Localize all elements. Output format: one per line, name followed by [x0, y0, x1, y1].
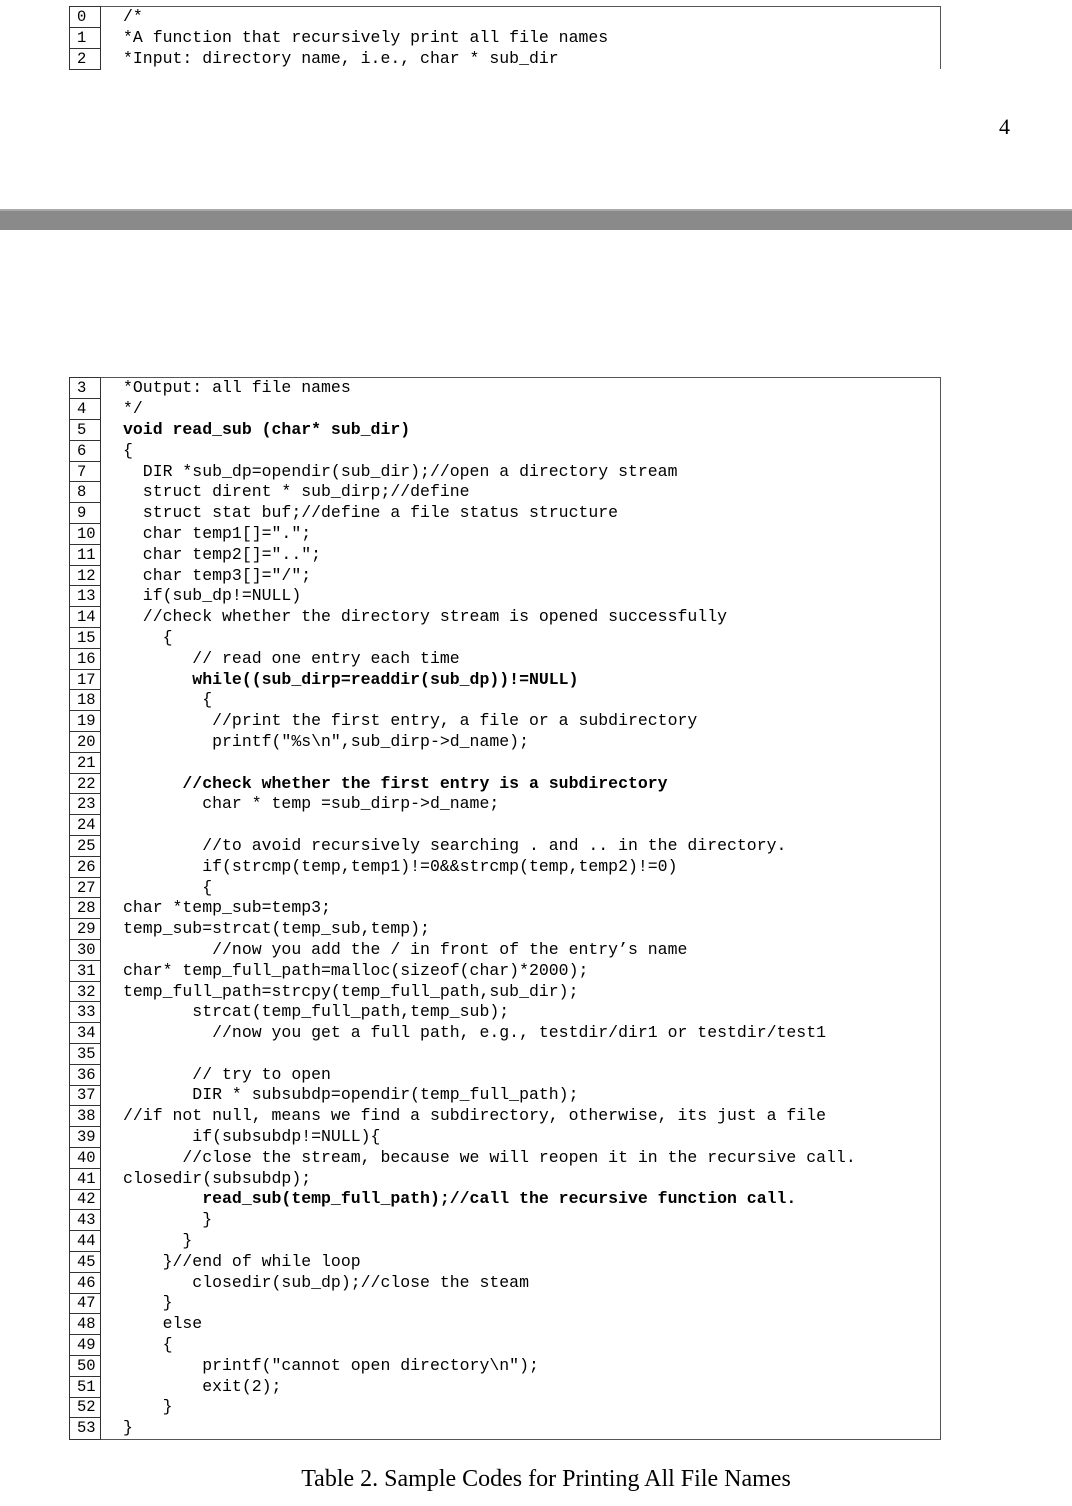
code-line [70, 586, 941, 607]
line-number: 51 [70, 1376, 101, 1397]
code-text: } [123, 1210, 213, 1230]
code-text: //if not null, means we find a subdirectory, otherwise, its just a file [123, 1106, 827, 1126]
code-text: //check whether the directory stream is opened successfully [123, 607, 727, 627]
code-text: //now you get a full path, e.g., testdir/dir1 or testdir/test1 [123, 1023, 827, 1043]
code-line [70, 1106, 941, 1127]
line-number: 41 [70, 1168, 101, 1189]
code-line [70, 1189, 941, 1210]
line-number: 14 [70, 607, 101, 628]
code-line [70, 461, 941, 482]
code-text: char* temp_full_path=malloc(sizeof(char)*2000); [123, 960, 589, 980]
code-line [70, 669, 941, 690]
code-line [70, 1314, 941, 1335]
line-number: 43 [70, 1210, 101, 1231]
code-text: if(strcmp(temp,temp1)!=0&&strcmp(temp,temp2)!=0) [123, 856, 678, 876]
code-text: { [123, 877, 213, 897]
code-line [70, 836, 941, 857]
line-number: 28 [70, 898, 101, 919]
code-text: DIR *sub_dp=opendir(sub_dir);//open a directory stream [123, 461, 678, 481]
code-line [70, 544, 941, 565]
code-line [70, 1251, 941, 1272]
code-text: //to avoid recursively searching . and .. in the directory. [123, 835, 787, 855]
code-line [70, 28, 941, 49]
code-text: char temp1[]="."; [123, 523, 312, 543]
code-line [70, 1418, 941, 1439]
code-listing-top [69, 6, 941, 70]
line-number: 46 [70, 1272, 101, 1293]
code-text: { [123, 1335, 173, 1355]
line-number: 1 [70, 28, 101, 49]
line-number: 22 [70, 773, 101, 794]
line-number: 17 [70, 669, 101, 690]
line-number: 24 [70, 815, 101, 836]
code-text: else [123, 1314, 203, 1334]
code-text: strcat(temp_full_path,temp_sub); [123, 1002, 510, 1022]
line-number: 4 [70, 399, 101, 420]
code-line [70, 877, 941, 898]
page-number: 4 [999, 114, 1010, 139]
line-number: 47 [70, 1293, 101, 1314]
line-number: 45 [70, 1251, 101, 1272]
code-text: char temp2[]=".."; [123, 544, 322, 564]
code-line [70, 648, 941, 669]
code-line [70, 1355, 941, 1376]
code-text: DIR * subsubdp=opendir(temp_full_path); [123, 1085, 579, 1105]
line-number: 3 [70, 378, 101, 399]
code-line [70, 1272, 941, 1293]
line-number: 16 [70, 648, 101, 669]
code-text: temp_sub=strcat(temp_sub,temp); [123, 919, 430, 939]
code-line [70, 981, 941, 1002]
line-number: 10 [70, 524, 101, 545]
code-line [70, 794, 941, 815]
code-text [101, 1044, 941, 1065]
line-number: 49 [70, 1335, 101, 1356]
code-line [70, 1376, 941, 1397]
line-number: 53 [70, 1418, 101, 1439]
code-line [70, 524, 941, 545]
line-number: 12 [70, 565, 101, 586]
code-text: /* [123, 7, 143, 27]
code-line [70, 607, 941, 628]
code-text: } [123, 1397, 173, 1417]
code-text: //print the first entry, a file or a subdirectory [123, 711, 698, 731]
code-text: // read one entry each time [123, 648, 460, 668]
line-number: 36 [70, 1064, 101, 1085]
code-line [70, 1023, 941, 1044]
code-line [70, 420, 941, 441]
code-text: closedir(subsubdp); [123, 1168, 312, 1188]
line-number: 48 [70, 1314, 101, 1335]
code-line [70, 1210, 941, 1231]
line-number: 7 [70, 461, 101, 482]
code-line [70, 1335, 941, 1356]
line-number: 8 [70, 482, 101, 503]
code-line [70, 378, 941, 399]
code-text: while((sub_dirp=readdir(sub_dp))!=NULL) [123, 669, 579, 689]
code-text: { [123, 690, 213, 710]
code-line [70, 1293, 941, 1314]
code-text: { [123, 627, 173, 647]
line-number: 25 [70, 836, 101, 857]
code-line [70, 898, 941, 919]
code-line [70, 399, 941, 420]
code-line [70, 960, 941, 981]
code-line [70, 1044, 941, 1065]
line-number: 38 [70, 1106, 101, 1127]
code-line [70, 7, 941, 28]
code-text: { [123, 440, 133, 460]
line-number: 29 [70, 919, 101, 940]
code-text: char *temp_sub=temp3; [123, 898, 331, 918]
code-text: if(sub_dp!=NULL) [123, 586, 302, 606]
code-text [101, 815, 941, 836]
code-lines-bottom [70, 378, 941, 1440]
code-text [101, 752, 941, 773]
line-number: 21 [70, 752, 101, 773]
code-lines-top [70, 7, 941, 70]
line-number: 35 [70, 1044, 101, 1065]
line-number: 42 [70, 1189, 101, 1210]
line-number: 52 [70, 1397, 101, 1418]
code-text: } [123, 1418, 133, 1438]
code-text: char temp3[]="/"; [123, 565, 312, 585]
code-text: //now you add the / in front of the entry’s name [123, 939, 688, 959]
line-number: 32 [70, 981, 101, 1002]
code-text: }//end of while loop [123, 1251, 361, 1271]
code-listing-bottom [69, 377, 941, 1440]
line-number: 15 [70, 628, 101, 649]
line-number: 37 [70, 1085, 101, 1106]
code-line [70, 482, 941, 503]
code-text: char * temp =sub_dirp->d_name; [123, 794, 500, 814]
code-line [70, 1397, 941, 1418]
line-number: 34 [70, 1023, 101, 1044]
code-text: *A function that recursively print all file names [123, 28, 609, 48]
code-text: printf("%s\n",sub_dirp->d_name); [123, 731, 529, 751]
code-text: struct stat buf;//define a file status structure [123, 503, 619, 523]
code-line [70, 565, 941, 586]
code-text: temp_full_path=strcpy(temp_full_path,sub_dir); [123, 981, 579, 1001]
line-number: 27 [70, 877, 101, 898]
code-line [70, 752, 941, 773]
code-line [70, 503, 941, 524]
code-text: } [123, 1231, 193, 1251]
line-number: 5 [70, 420, 101, 441]
line-number: 33 [70, 1002, 101, 1023]
line-number: 6 [70, 440, 101, 461]
code-line [70, 773, 941, 794]
code-text: read_sub(temp_full_path);//call the recursive function call. [123, 1189, 797, 1209]
code-text: } [123, 1293, 173, 1313]
line-number: 26 [70, 856, 101, 877]
code-line [70, 1064, 941, 1085]
line-number: 40 [70, 1147, 101, 1168]
line-number: 23 [70, 794, 101, 815]
line-number: 0 [70, 7, 101, 28]
code-text: //check whether the first entry is a subdirectory [123, 773, 668, 793]
line-number: 19 [70, 711, 101, 732]
code-line [70, 1168, 941, 1189]
line-number: 9 [70, 503, 101, 524]
table-caption: Table 2. Sample Codes for Printing All File Names [301, 1466, 791, 1492]
line-number: 2 [70, 49, 101, 70]
code-line [70, 919, 941, 940]
line-number: 11 [70, 544, 101, 565]
line-number: 13 [70, 586, 101, 607]
line-number: 50 [70, 1355, 101, 1376]
code-text: printf("cannot open directory\n"); [123, 1355, 539, 1375]
page-break-divider [0, 209, 1072, 230]
code-text: struct dirent * sub_dirp;//define [123, 482, 470, 502]
code-text: *Output: all file names [123, 378, 351, 398]
line-number: 44 [70, 1231, 101, 1252]
line-number: 20 [70, 732, 101, 753]
code-line [70, 940, 941, 961]
line-number: 30 [70, 940, 101, 961]
code-line [70, 1002, 941, 1023]
code-line [70, 628, 941, 649]
code-line [70, 815, 941, 836]
code-line [70, 1127, 941, 1148]
code-text: // try to open [123, 1064, 331, 1084]
line-number: 31 [70, 960, 101, 981]
code-text: if(subsubdp!=NULL){ [123, 1127, 381, 1147]
code-text: exit(2); [123, 1376, 282, 1396]
line-number: 39 [70, 1127, 101, 1148]
code-text: */ [123, 399, 143, 419]
code-line [70, 440, 941, 461]
code-line [70, 1147, 941, 1168]
code-text: *Input: directory name, i.e., char * sub_dir [123, 48, 559, 68]
code-line [70, 690, 941, 711]
code-text: void read_sub (char* sub_dir) [123, 419, 411, 439]
code-line [70, 856, 941, 877]
code-line [70, 732, 941, 753]
code-text: //close the stream, because we will reopen it in the recursive call. [123, 1147, 856, 1167]
code-line [70, 1085, 941, 1106]
code-line [70, 1231, 941, 1252]
code-line [70, 711, 941, 732]
code-text: closedir(sub_dp);//close the steam [123, 1272, 529, 1292]
line-number: 18 [70, 690, 101, 711]
code-line [70, 49, 941, 70]
